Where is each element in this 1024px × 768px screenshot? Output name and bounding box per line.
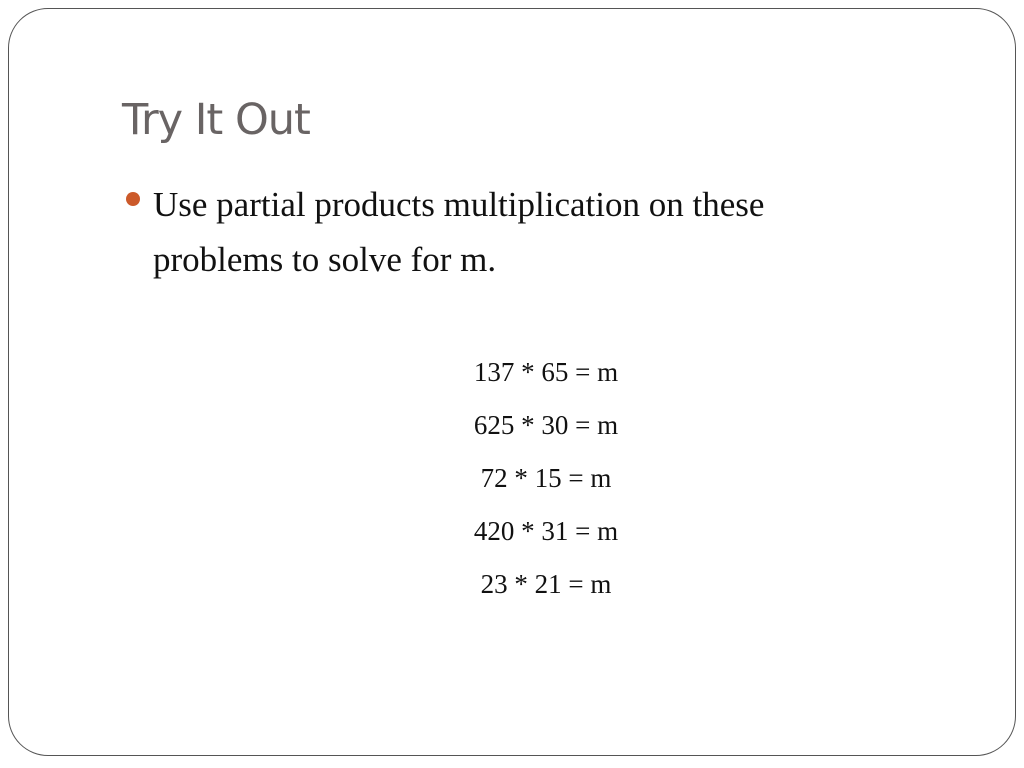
bullet-item: [126, 177, 886, 287]
bullet-dot-icon: [126, 192, 140, 206]
slide-frame: [8, 8, 1016, 756]
equation-item: 625 * 30 = m: [473, 410, 619, 440]
equation-item: 420 * 31 = m: [473, 516, 619, 546]
equation-list: [346, 346, 746, 611]
slide-title: Try It Out: [122, 95, 310, 145]
equation-item: 137 * 65 = m: [473, 357, 619, 387]
equation-item: 23 * 21 = m: [480, 569, 612, 599]
bullet-text: Use partial products multiplication on these problems to solve for m.: [153, 185, 765, 279]
equation-item: 72 * 15 = m: [480, 463, 612, 493]
